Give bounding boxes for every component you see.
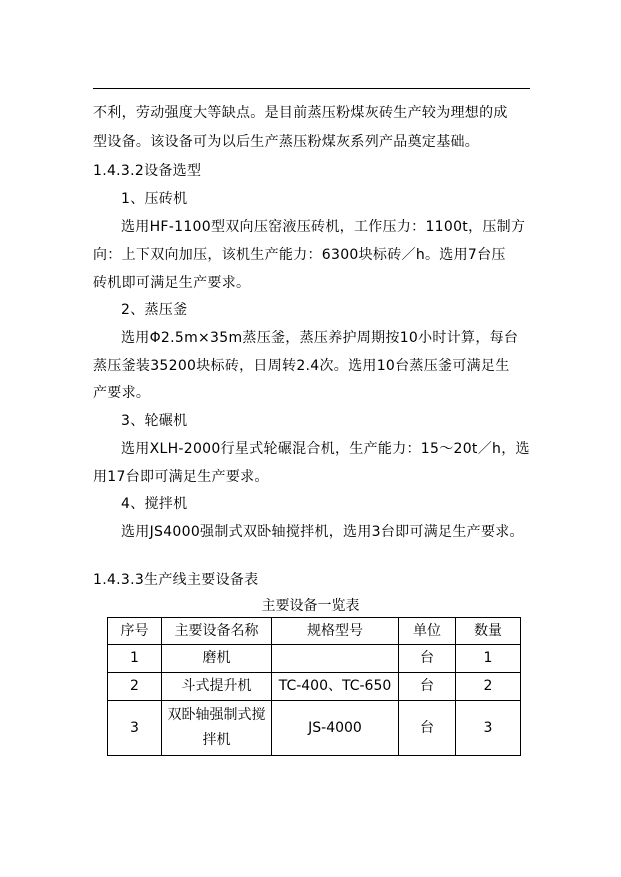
table-cell: 2 — [456, 673, 521, 701]
paragraph-line: 选用HF-1100型双向压窑液压砖机，工作压力：1100t，压制方 — [121, 219, 526, 235]
table-cell: TC-400、TC-650 — [272, 673, 399, 701]
table-cell: 1 — [456, 645, 521, 673]
paragraph-line: 选用JS4000强制式双卧轴搅拌机，选用3台即可满足生产要求。 — [121, 524, 524, 540]
header-cell: 单位 — [399, 618, 456, 645]
section-heading: 1.4.3.3生产线主要设备表 — [93, 572, 259, 588]
header-rule — [93, 88, 530, 89]
paragraph-line: 蒸压釜装35200块标砖，日周转2.4次。选用10台蒸压釜可满足生 — [93, 358, 510, 374]
table-cell — [272, 645, 399, 673]
paragraph-line: 产要求。 — [93, 385, 151, 401]
paragraph-line: 选用Φ2.5m×35m蒸压釜，蒸压养护周期按10小时计算，每台 — [121, 330, 519, 346]
header-cell: 规格型号 — [272, 618, 399, 645]
paragraph-line: 砖机即可满足生产要求。 — [93, 275, 251, 291]
table-header-row — [108, 618, 521, 645]
section-heading: 1.4.3.2设备选型 — [93, 163, 202, 179]
table-row — [108, 645, 521, 673]
table-row — [108, 673, 521, 701]
table-row — [108, 701, 521, 756]
paragraph-line: 型设备。该设备可为以后生产蒸压粉煤灰系列产品奠定基础。 — [93, 134, 480, 150]
header-cell: 序号 — [108, 618, 162, 645]
subsection-heading: 3、轮碾机 — [121, 413, 188, 429]
table-cell: 3 — [456, 701, 521, 756]
paragraph-line: 不利，劳动强度大等缺点。是目前蒸压粉煤灰砖生产较为理想的成 — [93, 105, 508, 121]
table-cell: 台 — [399, 673, 456, 701]
table-cell: 3 — [108, 701, 162, 756]
paragraph-line: 选用XLH-2000行星式轮碾混合机，生产能力：15～20t／h，选 — [121, 441, 530, 457]
subsection-heading: 2、蒸压釜 — [121, 302, 188, 318]
subsection-heading: 1、压砖机 — [121, 191, 188, 207]
table-cell: JS-4000 — [272, 701, 399, 756]
table-cell: 台 — [399, 645, 456, 673]
subsection-heading: 4、搅拌机 — [121, 496, 188, 512]
paragraph-line: 向：上下双向加压，该机生产能力：6300块标砖／h。选用7台压 — [93, 247, 506, 263]
paragraph-line: 用17台即可满足生产要求。 — [93, 469, 269, 485]
header-cell: 数量 — [456, 618, 521, 645]
header-cell: 主要设备名称 — [162, 618, 272, 645]
equipment-table — [107, 617, 521, 756]
table-cell: 斗式提升机 — [162, 673, 272, 701]
table-caption: 主要设备一览表 — [261, 598, 360, 614]
table-cell: 2 — [108, 673, 162, 701]
table-cell: 双卧轴强制式搅拌机 — [162, 701, 272, 756]
table-cell: 1 — [108, 645, 162, 673]
table-cell: 台 — [399, 701, 456, 756]
table-cell: 磨机 — [162, 645, 272, 673]
